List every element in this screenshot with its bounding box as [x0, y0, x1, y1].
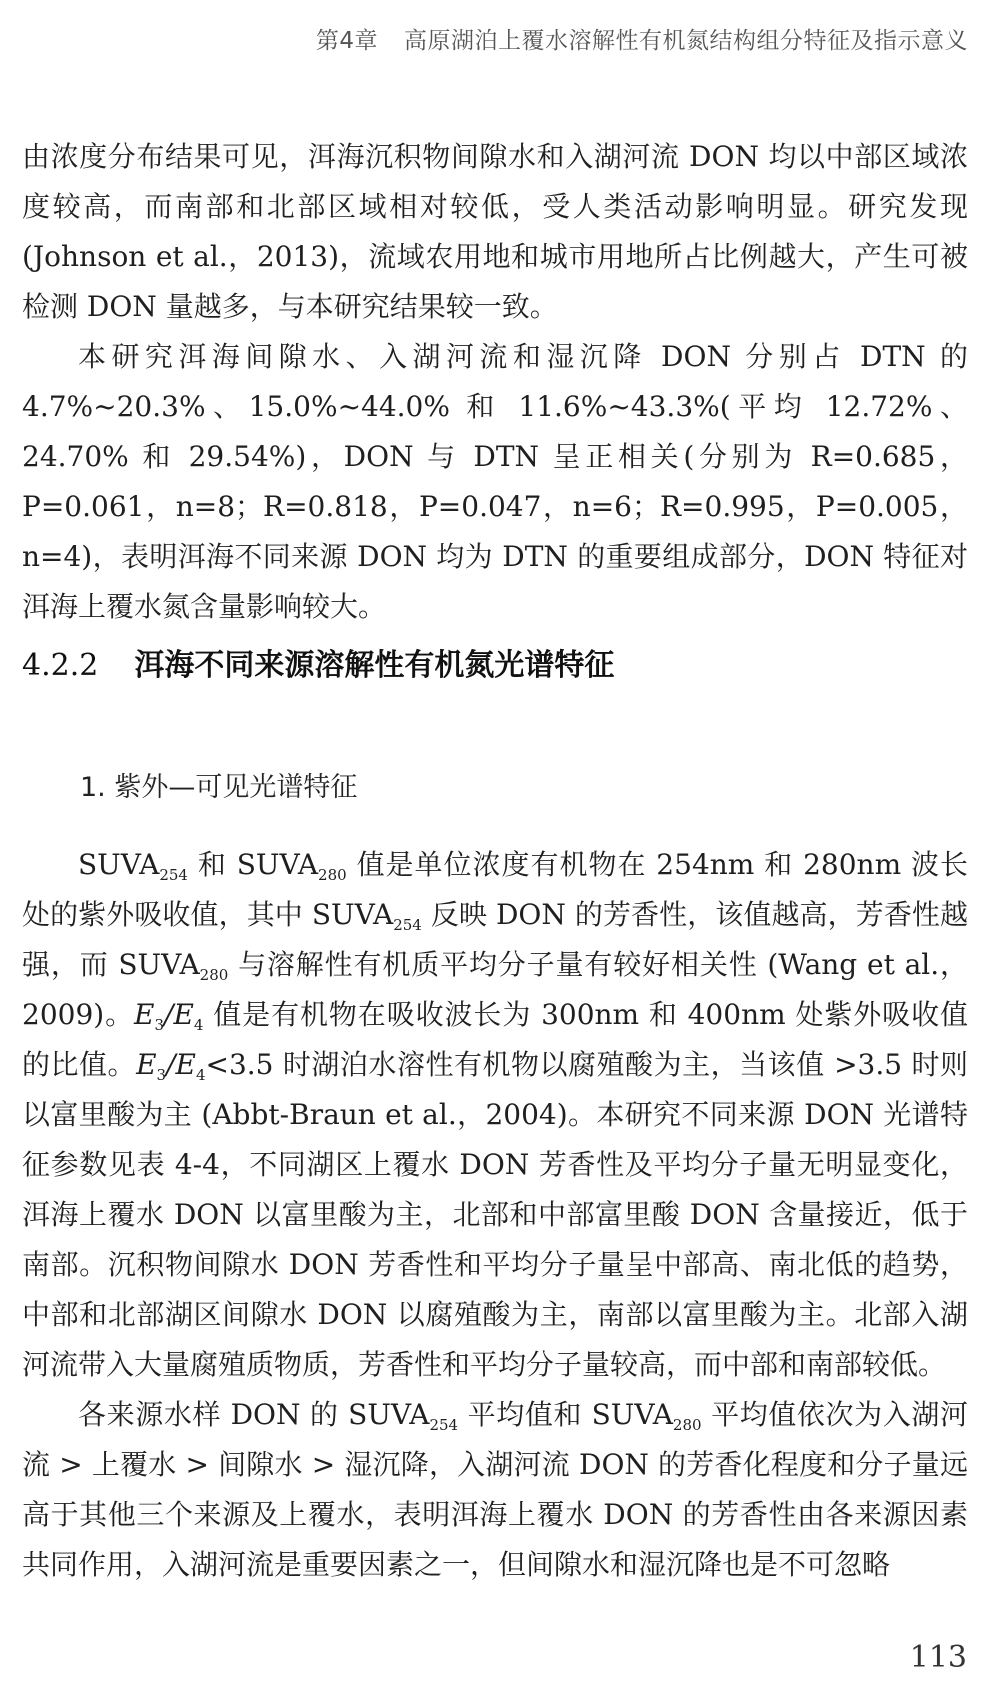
paragraph-3: $SUVA_{254}$ 和 $SUVA_{280}$ 值是单位浓度有机物在 254nm 和 280nm 波长处的紫外吸收值，其中 $SUVA_{254}$ 反映 DON 的芳香性，该值越高，芳香性越强，而 $SUVA_{280}$ 与溶解性有机质平均分子量有较好相关性 (Wang et al.，2009)。$E_3/E_4$ 值是有机物在吸收波长为 300nm 和 400nm 处紫外吸收值的比值。$E_3/E_4<3.5$ 时湖泊水溶性有机物以腐殖酸为主，当该值 >3.5 时则以富里酸为主 (Abbt-Braun et al.，2004)。本研究不同来源 DON 光谱特征参数见表 4-4，不同湖区上覆水 DON 芳香性及平均分子量无明显变化，洱海上覆水 DON 以富里酸为主，北部和中部富里酸 DON 含量接近，低于南部。沉积物间隙水 DON 芳香性和平均分子量呈中部高、南北低的趋势，中部和北部湖区间隙水 DON 以腐殖酸为主，南部以富里酸为主。北部入湖河流带入大量腐殖质物质，芳香性和平均分子量较高，而中部和南部较低。	[22, 848, 969, 1381]
body-text-top	[22, 132, 968, 632]
body-text-bottom	[22, 840, 968, 1590]
paragraph-2: 本研究洱海间隙水、入湖河流和湿沉降 DON 分别占 DTN 的 4.7%~20.3%、15.0%~44.0% 和 11.6%~43.3%(平均 12.72%、24.70% 和 29.54%)，DON 与 DTN 呈正相关(分别为 R=0.685，P=0.061，n=8；R=0.818，P=0.047，n=6；R=0.995，P=0.005，n=4)，表明洱海不同来源 DON 均为 DTN 的重要组成部分，DON 特征对洱海上覆水氮含量影响较大。	[22, 340, 968, 623]
chapter-title: 高原湖泊上覆水溶解性有机氮结构组分特征及指示意义	[404, 28, 968, 54]
page-number: 113	[909, 1640, 967, 1675]
subsection-heading: 1. 紫外—可见光谱特征	[80, 772, 358, 803]
section-number: 4.2.2	[22, 648, 99, 683]
section-heading	[22, 640, 614, 684]
running-header	[300, 22, 968, 55]
paragraph-1: 由浓度分布结果可见，洱海沉积物间隙水和入湖河流 DON 均以中部区域浓度较高，而南部和北部区域相对较低，受人类活动影响明显。研究发现(Johnson et al.，2013)，流域农用地和城市用地所占比例越大，产生可被检测 DON 量越多，与本研究结果较一致。	[22, 140, 968, 323]
chapter-label: 第4章	[315, 28, 378, 54]
section-title: 洱海不同来源溶解性有机氮光谱特征	[134, 648, 615, 683]
paragraph-4: 各来源水样 DON 的 $SUVA_{254}$ 平均值和 $SUVA_{280}$ 平均值依次为入湖河流 > 上覆水 > 间隙水 > 湿沉降，入湖河流 DON 的芳香化程度和分子量远高于其他三个来源及上覆水，表明洱海上覆水 DON 的芳香性由各来源因素共同作用，入湖河流是重要因素之一，但间隙水和湿沉降也是不可忽略	[22, 1398, 968, 1581]
